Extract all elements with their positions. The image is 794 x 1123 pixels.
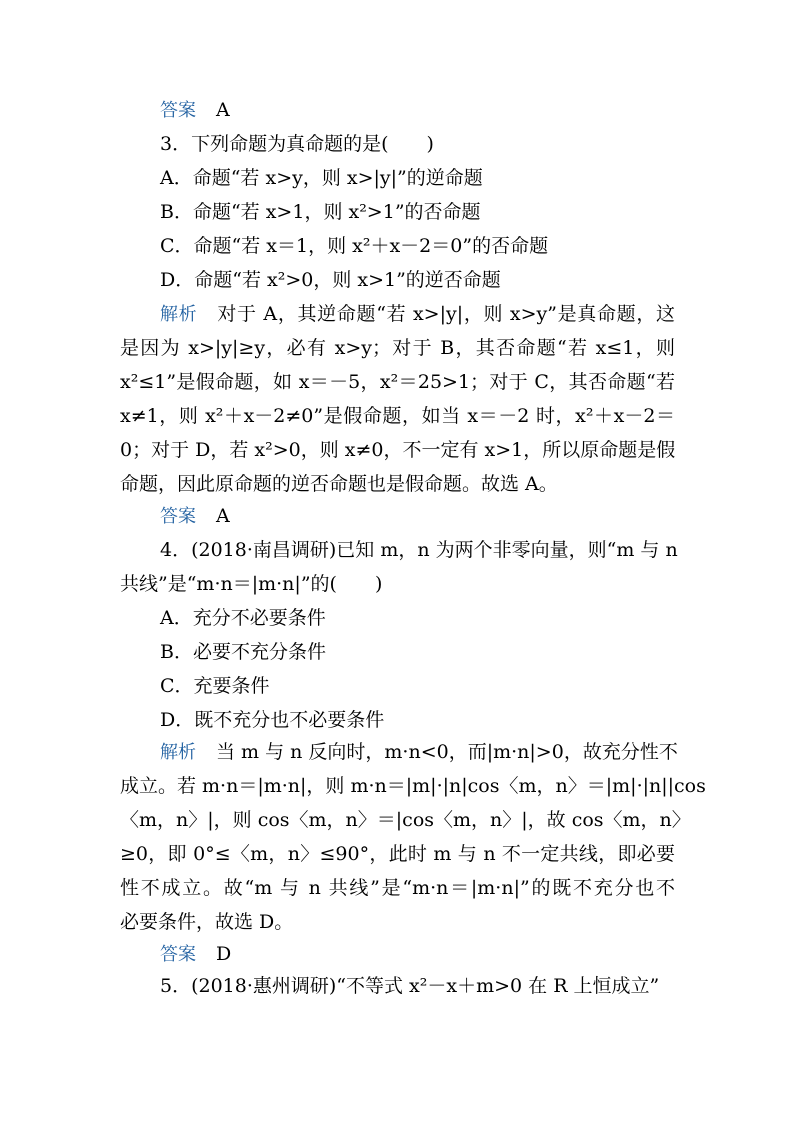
- q3-answer-line: [160, 499, 230, 533]
- analysis-label: 解析: [160, 742, 196, 763]
- analysis-label: 解析: [160, 304, 198, 325]
- answer-value: A: [216, 99, 230, 121]
- q3-option-a: A．命题“若 x>y，则 x>|y|”的逆命题: [160, 167, 483, 189]
- q4-analysis-line-6: 必要条件，故选 D。: [120, 911, 294, 933]
- q3-analysis-line-5: 0；对于 D，若 x²>0，则 x≠0，不一定有 x>1，所以原命题是假: [120, 439, 676, 461]
- answer-label: 答案: [160, 944, 196, 965]
- q3-analysis-line-4: x≠1，则 x²＋x－2≠0”是假命题，如当 x＝－2 时，x²＋x－2＝: [120, 405, 675, 427]
- q4-option-c: C．充要条件: [160, 675, 270, 697]
- answer-label: 答案: [160, 506, 196, 527]
- q3-option-c: C．命题“若 x＝1，则 x²＋x－2＝0”的否命题: [160, 235, 549, 257]
- q4-answer-line: [160, 937, 231, 971]
- q4-option-b: B．必要不充分条件: [160, 641, 326, 663]
- q4-analysis-line-5: 性不成立。故“m 与 n 共线”是“m·n＝|m·n|”的既不充分也不: [120, 877, 675, 899]
- q5-stem: 5．(2018·惠州调研)“不等式 x²－x＋m>0 在 R 上恒成立”: [160, 975, 660, 997]
- q4-analysis-line-1: [160, 735, 678, 769]
- q3-analysis-line-1: [160, 297, 675, 331]
- q4-analysis-line-2: 成立。若 m·n＝|m·n|，则 m·n＝|m|·|n|cos〈m，n〉＝|m|·|n||cos: [120, 775, 706, 797]
- answer-value: D: [216, 943, 232, 965]
- q3-analysis-line-2: 是因为 x>|y|≥y，必有 x>y；对于 B，其否命题“若 x≤1，则: [120, 337, 675, 359]
- q3-option-d: D．命题“若 x²>0，则 x>1”的逆否命题: [160, 269, 501, 291]
- q4-option-d: D．既不充分也不必要条件: [160, 709, 385, 731]
- q3-option-b: B．命题“若 x>1，则 x²>1”的否命题: [160, 201, 481, 223]
- q2-answer-line: [160, 93, 230, 127]
- q4-stem-line-2: 共线”是“m·n＝|m·n|”的( ): [120, 573, 383, 595]
- q3-analysis-text-1: 对于 A，其逆命题“若 x>|y|，则 x>y”是真命题，这: [217, 303, 676, 325]
- q3-analysis-line-6: 命题，因此原命题的逆否命题也是假命题。故选 A。: [120, 473, 558, 495]
- q4-option-a: A．充分不必要条件: [160, 607, 326, 629]
- q4-analysis-text-1: 当 m 与 n 反向时，m·n<0，而|m·n|>0，故充分性不: [216, 741, 678, 763]
- answer-label: 答案: [160, 100, 196, 121]
- q3-stem: 3．下列命题为真命题的是( ): [160, 133, 434, 155]
- q4-analysis-line-3: 〈m，n〉|，则 cos〈m，n〉＝|cos〈m，n〉|，故 cos〈m，n〉: [120, 809, 691, 831]
- q4-stem-line-1: 4．(2018·南昌调研)已知 m，n 为两个非零向量，则“m 与 n: [160, 539, 678, 561]
- q3-analysis-line-3: x²≤1”是假命题，如 x＝－5，x²＝25>1；对于 C，其否命题“若: [120, 371, 675, 393]
- answer-value: A: [216, 505, 230, 527]
- q4-analysis-line-4: ≥0，即 0°≤〈m，n〉≤90°，此时 m 与 n 不一定共线，即必要: [120, 843, 675, 865]
